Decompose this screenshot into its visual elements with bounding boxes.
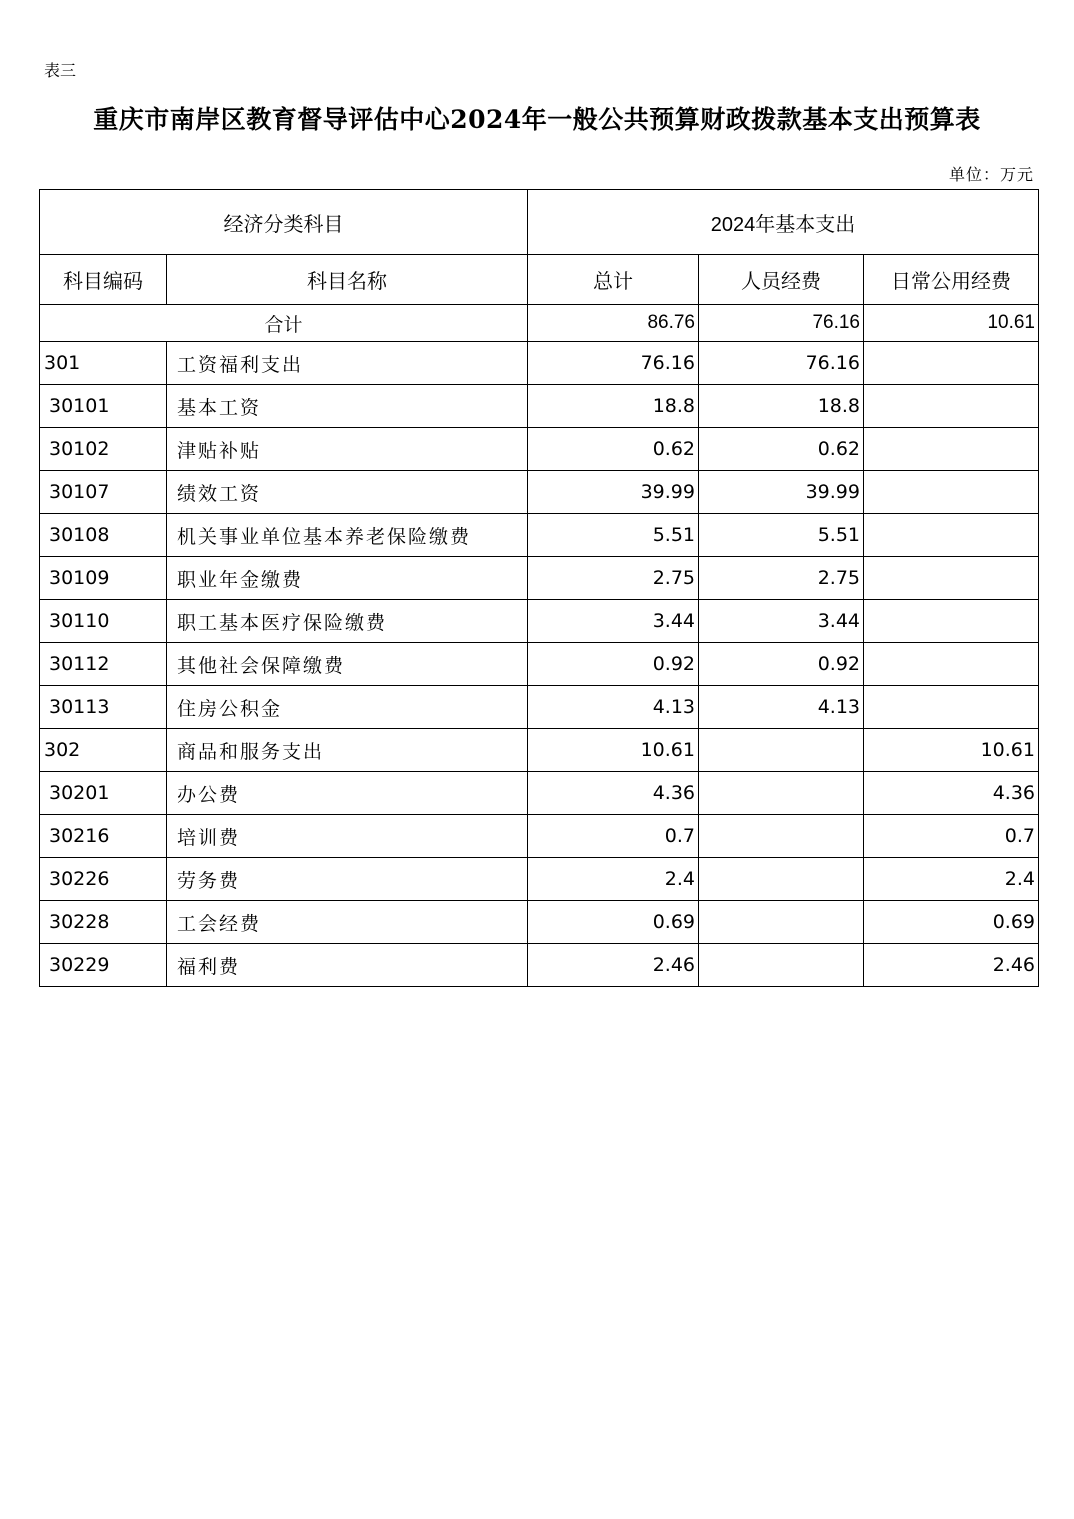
total-public: 10.61: [864, 305, 1039, 342]
table-row: [40, 772, 1039, 815]
table-number-label: 表三: [44, 61, 77, 80]
row-total: 4.36: [528, 772, 699, 815]
header-code: 科目编码: [40, 255, 167, 305]
row-code: 30226: [40, 858, 167, 901]
row-code: 30229: [40, 944, 167, 987]
row-name: 机关事业单位基本养老保险缴费: [167, 514, 528, 557]
table-row: [40, 815, 1039, 858]
row-public: [864, 471, 1039, 514]
row-name: 培训费: [167, 815, 528, 858]
row-personnel: 39.99: [699, 471, 864, 514]
table-row: [40, 471, 1039, 514]
row-public: [864, 686, 1039, 729]
table-row: [40, 600, 1039, 643]
budget-table: [39, 189, 1039, 987]
row-public: 2.4: [864, 858, 1039, 901]
row-name: 劳务费: [167, 858, 528, 901]
total-sum: 86.76: [528, 305, 699, 342]
page-title: 重庆市南岸区教育督导评估中心2024年一般公共预算财政拨款基本支出预算表: [93, 105, 981, 134]
row-personnel: 0.62: [699, 428, 864, 471]
row-total: 10.61: [528, 729, 699, 772]
row-code: 30110: [40, 600, 167, 643]
row-personnel: [699, 858, 864, 901]
row-public: [864, 643, 1039, 686]
row-code: 30102: [40, 428, 167, 471]
row-code: 30101: [40, 385, 167, 428]
table-row: [40, 342, 1039, 385]
row-code: 30228: [40, 901, 167, 944]
row-public: 4.36: [864, 772, 1039, 815]
row-code: 30201: [40, 772, 167, 815]
unit-label: 单位：万元: [948, 165, 1034, 184]
row-total: 2.4: [528, 858, 699, 901]
row-personnel: 4.13: [699, 686, 864, 729]
header-public: 日常公用经费: [864, 255, 1039, 305]
row-total: 18.8: [528, 385, 699, 428]
row-personnel: 0.92: [699, 643, 864, 686]
row-total: 3.44: [528, 600, 699, 643]
row-personnel: 76.16: [699, 342, 864, 385]
row-name: 职工基本医疗保险缴费: [167, 600, 528, 643]
table-row: [40, 514, 1039, 557]
table-row: [40, 858, 1039, 901]
row-code: 30113: [40, 686, 167, 729]
row-personnel: [699, 815, 864, 858]
row-name: 其他社会保障缴费: [167, 643, 528, 686]
row-total: 4.13: [528, 686, 699, 729]
row-total: 39.99: [528, 471, 699, 514]
row-public: [864, 514, 1039, 557]
table-row: [40, 557, 1039, 600]
row-personnel: [699, 901, 864, 944]
row-total: 2.75: [528, 557, 699, 600]
row-total: 0.92: [528, 643, 699, 686]
row-code: 30108: [40, 514, 167, 557]
row-total: 76.16: [528, 342, 699, 385]
table-row: [40, 729, 1039, 772]
total-row: [40, 305, 1039, 342]
header-total: 总计: [528, 255, 699, 305]
row-public: 0.7: [864, 815, 1039, 858]
row-public: [864, 342, 1039, 385]
row-public: 10.61: [864, 729, 1039, 772]
header-econ-class: 经济分类科目: [40, 190, 528, 255]
row-personnel: [699, 944, 864, 987]
row-public: [864, 428, 1039, 471]
table-row: [40, 428, 1039, 471]
row-personnel: 3.44: [699, 600, 864, 643]
row-public: 0.69: [864, 901, 1039, 944]
row-public: [864, 385, 1039, 428]
row-name: 商品和服务支出: [167, 729, 528, 772]
table-row: [40, 385, 1039, 428]
row-name: 住房公积金: [167, 686, 528, 729]
header-personnel: 人员经费: [699, 255, 864, 305]
row-name: 工资福利支出: [167, 342, 528, 385]
row-total: 0.69: [528, 901, 699, 944]
row-name: 办公费: [167, 772, 528, 815]
row-personnel: [699, 772, 864, 815]
row-personnel: [699, 729, 864, 772]
header-basic-expense: 2024年基本支出: [528, 190, 1039, 255]
row-public: [864, 557, 1039, 600]
row-code: 30107: [40, 471, 167, 514]
table-row: [40, 686, 1039, 729]
row-name: 基本工资: [167, 385, 528, 428]
row-name: 津贴补贴: [167, 428, 528, 471]
row-code: 30109: [40, 557, 167, 600]
row-personnel: 2.75: [699, 557, 864, 600]
row-total: 2.46: [528, 944, 699, 987]
table-row: [40, 944, 1039, 987]
row-name: 职业年金缴费: [167, 557, 528, 600]
table-row: [40, 643, 1039, 686]
row-total: 0.62: [528, 428, 699, 471]
row-name: 绩效工资: [167, 471, 528, 514]
row-code: 301: [40, 342, 167, 385]
header-name: 科目名称: [167, 255, 528, 305]
row-name: 福利费: [167, 944, 528, 987]
row-code: 302: [40, 729, 167, 772]
row-code: 30112: [40, 643, 167, 686]
row-total: 0.7: [528, 815, 699, 858]
row-public: [864, 600, 1039, 643]
row-personnel: 18.8: [699, 385, 864, 428]
row-personnel: 5.51: [699, 514, 864, 557]
total-label: 合计: [40, 305, 528, 342]
row-total: 5.51: [528, 514, 699, 557]
total-personnel: 76.16: [699, 305, 864, 342]
row-name: 工会经费: [167, 901, 528, 944]
row-code: 30216: [40, 815, 167, 858]
table-row: [40, 901, 1039, 944]
row-public: 2.46: [864, 944, 1039, 987]
